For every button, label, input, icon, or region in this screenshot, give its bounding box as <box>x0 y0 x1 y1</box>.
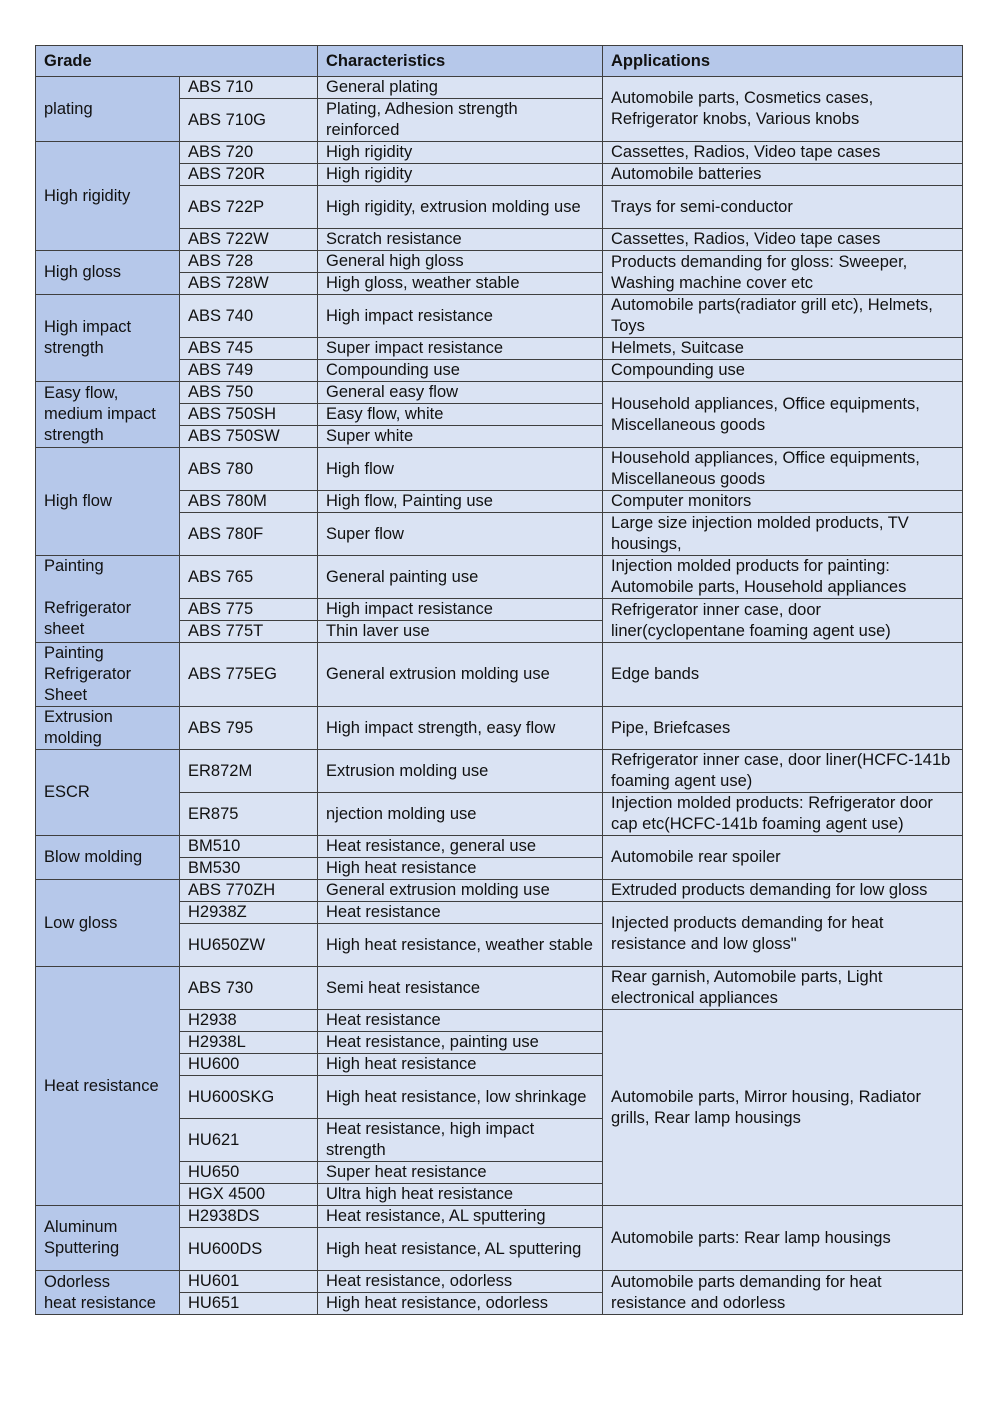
table-row <box>36 251 963 273</box>
applications-cell: Automobile parts, Cosmetics cases, Refrigerator knobs, Various knobs <box>603 77 963 142</box>
characteristics-cell: High heat resistance, weather stable <box>318 924 603 967</box>
applications-cell: Helmets, Suitcase <box>603 338 963 360</box>
grade-cell: ABS 749 <box>180 360 318 382</box>
characteristics-cell: Heat resistance, odorless <box>318 1271 603 1293</box>
grade-cell: ABS 750SH <box>180 404 318 426</box>
grade-cell: ABS 775T <box>180 621 318 643</box>
characteristics-cell: High rigidity, extrusion molding use <box>318 186 603 229</box>
characteristics-cell: High heat resistance, odorless <box>318 1293 603 1315</box>
applications-cell: Refrigerator inner case, door liner(cyclopentane foaming agent use) <box>603 599 963 643</box>
category-line: heat resistance <box>44 1293 156 1312</box>
grade-cell: HU600SKG <box>180 1076 318 1119</box>
characteristics-cell: Heat resistance <box>318 1010 603 1032</box>
table-row <box>36 448 963 491</box>
grade-cell: ABS 780F <box>180 513 318 556</box>
category-cell <box>36 1271 180 1315</box>
characteristics-cell: Easy flow, white <box>318 404 603 426</box>
characteristics-cell: High rigidity <box>318 164 603 186</box>
category-spacer <box>44 577 171 598</box>
characteristics-cell: Super heat resistance <box>318 1162 603 1184</box>
applications-cell: Injection molded products: Refrigerator door cap etc(HCFC-141b foaming agent use) <box>603 793 963 836</box>
applications-cell: Automobile parts: Rear lamp housings <box>603 1206 963 1271</box>
table-row <box>36 142 963 164</box>
applications-cell: Automobile parts demanding for heat resistance and odorless <box>603 1271 963 1315</box>
grade-cell: ABS 710G <box>180 99 318 142</box>
applications-cell: Computer monitors <box>603 491 963 513</box>
applications-cell: Cassettes, Radios, Video tape cases <box>603 229 963 251</box>
characteristics-cell: High flow <box>318 448 603 491</box>
category-cell: Low gloss <box>36 880 180 967</box>
grade-cell: H2938Z <box>180 902 318 924</box>
characteristics-cell: High heat resistance, low shrinkage <box>318 1076 603 1119</box>
applications-cell: Edge bands <box>603 643 963 707</box>
applications-cell: Cassettes, Radios, Video tape cases <box>603 142 963 164</box>
grade-cell: ABS 710 <box>180 77 318 99</box>
table-row <box>36 643 963 707</box>
grade-cell: HU600DS <box>180 1228 318 1271</box>
table-row <box>36 750 963 793</box>
category-cell: Easy flow, medium impact strength <box>36 382 180 448</box>
applications-cell: Household appliances, Office equipments, Miscellaneous goods <box>603 382 963 448</box>
table-row <box>36 77 963 99</box>
applications-cell: Automobile rear spoiler <box>603 836 963 880</box>
category-line: Odorless <box>44 1272 111 1291</box>
characteristics-cell: Super white <box>318 426 603 448</box>
grade-table <box>35 45 963 1315</box>
characteristics-cell: High gloss, weather stable <box>318 273 603 295</box>
grade-cell: HGX 4500 <box>180 1184 318 1206</box>
table-row <box>36 556 963 599</box>
grade-cell: HU651 <box>180 1293 318 1315</box>
grade-cell: ER872M <box>180 750 318 793</box>
characteristics-cell: High heat resistance <box>318 1054 603 1076</box>
characteristics-cell: Ultra high heat resistance <box>318 1184 603 1206</box>
characteristics-cell: njection molding use <box>318 793 603 836</box>
characteristics-cell: General plating <box>318 77 603 99</box>
grade-cell: ABS 765 <box>180 556 318 599</box>
category-cell: Aluminum Sputtering <box>36 1206 180 1271</box>
table-row <box>36 1271 963 1293</box>
applications-cell: Injected products demanding for heat resistance and low gloss" <box>603 902 963 967</box>
category-cell: High flow <box>36 448 180 556</box>
grade-cell: ABS 750 <box>180 382 318 404</box>
characteristics-cell: Extrusion molding use <box>318 750 603 793</box>
grade-cell: ABS 730 <box>180 967 318 1010</box>
characteristics-cell: High heat resistance <box>318 858 603 880</box>
grade-cell: ABS 780 <box>180 448 318 491</box>
applications-cell: Rear garnish, Automobile parts, Light electronical appliances <box>603 967 963 1010</box>
applications-cell: Automobile batteries <box>603 164 963 186</box>
characteristics-cell: High rigidity <box>318 142 603 164</box>
grade-cell: ABS 780M <box>180 491 318 513</box>
header-row <box>36 46 963 77</box>
grade-cell: ABS 775EG <box>180 643 318 707</box>
grade-cell: HU601 <box>180 1271 318 1293</box>
grade-cell: ABS 722W <box>180 229 318 251</box>
characteristics-cell: Heat resistance <box>318 902 603 924</box>
applications-cell: Injection molded products for painting: Automobile parts, Household appliances <box>603 556 963 599</box>
characteristics-cell: General painting use <box>318 556 603 599</box>
characteristics-cell: High impact resistance <box>318 599 603 621</box>
category-cell: Heat resistance <box>36 967 180 1206</box>
characteristics-cell: General extrusion molding use <box>318 643 603 707</box>
grade-cell: H2938 <box>180 1010 318 1032</box>
characteristics-cell: Super impact resistance <box>318 338 603 360</box>
grade-cell: ABS 728W <box>180 273 318 295</box>
applications-cell: Household appliances, Office equipments, Miscellaneous goods <box>603 448 963 491</box>
applications-cell: Trays for semi-conductor <box>603 186 963 229</box>
applications-cell: Extruded products demanding for low gloss <box>603 880 963 902</box>
category-line: Refrigerator sheet <box>44 599 132 638</box>
category-cell: High impact strength <box>36 295 180 382</box>
characteristics-cell: High impact resistance <box>318 295 603 338</box>
grade-cell: HU621 <box>180 1119 318 1162</box>
applications-cell: Refrigerator inner case, door liner(HCFC-141b foaming agent use) <box>603 750 963 793</box>
grade-cell: HU650 <box>180 1162 318 1184</box>
applications-cell: Automobile parts, Mirror housing, Radiator grills, Rear lamp housings <box>603 1010 963 1206</box>
grade-cell: ABS 740 <box>180 295 318 338</box>
applications-cell: Automobile parts(radiator grill etc), Helmets, Toys <box>603 295 963 338</box>
characteristics-cell: High impact strength, easy flow <box>318 707 603 750</box>
category-cell: plating <box>36 77 180 142</box>
applications-cell: Products demanding for gloss: Sweeper, Washing machine cover etc <box>603 251 963 295</box>
characteristics-cell: General extrusion molding use <box>318 880 603 902</box>
grade-cell: ABS 720R <box>180 164 318 186</box>
grade-cell: ER875 <box>180 793 318 836</box>
characteristics-cell: Scratch resistance <box>318 229 603 251</box>
table-row <box>36 880 963 902</box>
category-cell: Blow molding <box>36 836 180 880</box>
grade-cell: HU650ZW <box>180 924 318 967</box>
applications-cell: Compounding use <box>603 360 963 382</box>
header-grade: Grade <box>36 46 318 77</box>
category-cell <box>36 556 180 643</box>
grade-cell: ABS 745 <box>180 338 318 360</box>
category-cell: High gloss <box>36 251 180 295</box>
table-row <box>36 707 963 750</box>
characteristics-cell: Heat resistance, AL sputtering <box>318 1206 603 1228</box>
applications-cell: Pipe, Briefcases <box>603 707 963 750</box>
characteristics-cell: Plating, Adhesion strength reinforced <box>318 99 603 142</box>
grade-cell: H2938L <box>180 1032 318 1054</box>
header-characteristics: Characteristics <box>318 46 603 77</box>
header-applications: Applications <box>603 46 963 77</box>
category-cell: High rigidity <box>36 142 180 251</box>
grade-cell: ABS 770ZH <box>180 880 318 902</box>
grade-cell: HU600 <box>180 1054 318 1076</box>
category-line: Painting <box>44 557 104 575</box>
grade-cell: ABS 728 <box>180 251 318 273</box>
table-row <box>36 295 963 338</box>
characteristics-cell: General high gloss <box>318 251 603 273</box>
table-row <box>36 1206 963 1228</box>
grade-cell: H2938DS <box>180 1206 318 1228</box>
applications-cell: Large size injection molded products, TV housings, <box>603 513 963 556</box>
grade-cell: ABS 795 <box>180 707 318 750</box>
characteristics-cell: High flow, Painting use <box>318 491 603 513</box>
table-row <box>36 382 963 404</box>
characteristics-cell: High heat resistance, AL sputtering <box>318 1228 603 1271</box>
characteristics-cell: Heat resistance, high impact strength <box>318 1119 603 1162</box>
grade-cell: ABS 750SW <box>180 426 318 448</box>
characteristics-cell: Thin laver use <box>318 621 603 643</box>
characteristics-cell: Semi heat resistance <box>318 967 603 1010</box>
category-cell: ESCR <box>36 750 180 836</box>
table-row <box>36 836 963 858</box>
grade-cell: BM510 <box>180 836 318 858</box>
characteristics-cell: Super flow <box>318 513 603 556</box>
grade-cell: ABS 720 <box>180 142 318 164</box>
table-row <box>36 967 963 1010</box>
category-cell: Painting Refrigerator Sheet <box>36 643 180 707</box>
characteristics-cell: General easy flow <box>318 382 603 404</box>
grade-cell: ABS 722P <box>180 186 318 229</box>
characteristics-cell: Heat resistance, general use <box>318 836 603 858</box>
category-cell: Extrusion molding <box>36 707 180 750</box>
grade-cell: ABS 775 <box>180 599 318 621</box>
characteristics-cell: Heat resistance, painting use <box>318 1032 603 1054</box>
characteristics-cell: Compounding use <box>318 360 603 382</box>
grade-cell: BM530 <box>180 858 318 880</box>
